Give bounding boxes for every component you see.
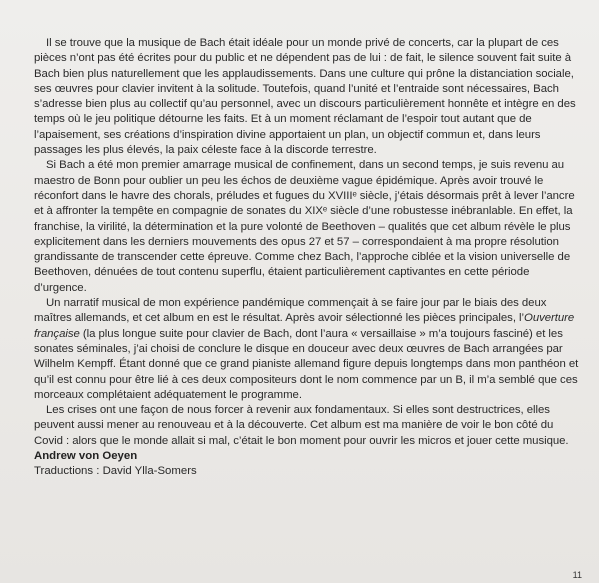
paragraph-3: [34, 296, 582, 403]
translation-credit: Traductions : David Ylla-Somers: [34, 465, 197, 478]
article-body: [34, 36, 582, 480]
paragraph-3-text-before: Un narratif musical de mon expérience pandémique commençait à se faire jour par le biais des deux maîtres allemands, et cet album en est le résultat. Après avoir sélectionné les pièces principales, l’: [34, 297, 547, 325]
author-signature: Andrew von Oeyen: [34, 450, 138, 463]
paragraph-2: Si Bach a été mon premier amarrage musical de confinement, dans un second temps, je suis revenu au maestro de Bonn pour oublier un peu les échos de deuxième vague épidémique. Après avoir trouvé le réconfort dans le havre des chorals, préludes et fugues du XVIIIᵉ siècle, j’étais désormais prêt à lever l’ancre et à affronter la tempête en compagnie de sonates du XIXᵉ siècle d’une robustesse inébranlable. En effet, la franchise, la virilité, la détermination et la pure volonté de Beethoven – qualités que cet album révèle le plus explicitement dans les derniers mouvements des opus 27 et 57 – correspondaient à ma propre résolution grandissante de transcender cette épreuve. Comme chez Bach, l’approche ciblée et la vision universelle de Beethoven, dénuées de tout contenu superflu, étaient particulièrement captivantes en cette période d’urgence.: [34, 159, 575, 294]
page-number: 11: [572, 570, 582, 580]
work-title-italic: Ouverture française: [34, 312, 575, 340]
paragraph-4: Les crises ont une façon de nous forcer à revenir aux fondamentaux. Si elles sont destructrices, elles peuvent aussi mener au renouveau et à la découverte. Cet album est ma manière de voir le bon côté du Covid : alors que le monde allait si mal, c’était le bon moment pour ouvrir les micros et jouer cette musique.: [34, 404, 569, 447]
paragraph-1: Il se trouve que la musique de Bach était idéale pour un monde privé de concerts, car la plupart de ces pièces n’ont pas été écrites pour du public et ne dépendent pas de lui : de fait, le silence souvent fait suite à Bach bien plus naturellement que les applaudissements. Dans une culture qui prône la distanciation sociale, ses œuvres pour clavier invitent à la solitude. Toutefois, quand l’unité et l’entraide sont nécessaires, Bach s’adresse bien plus au collectif qu’au personnel, avec un discours particulièrement honnête et intègre en des temps où le jeu politique détourne les faits. Et à un moment réclamant de l’espoir tout autant que de l’apaisement, ses créations d’inspiration divine apportaient un plan, un objectif commun et, dans leurs passages les plus élevés, la paix céleste face à la discorde terrestre.: [34, 37, 576, 157]
paragraph-3-text-after: (la plus longue suite pour clavier de Bach, dont l’aura « versaillaise » m’a toujours fasciné) et les sonates séminales, j’ai choisi de conclure le disque en douceur avec deux œuvres de Bach arrangées par Wilhelm Kempff. Étant donné que ce grand pianiste allemand figure depuis longtemps dans mon panthéon et qu’il est connu pour être lié à ces deux compositeurs dont le nom commence par un B, il m’a semblé que ces morceaux complétaient adéquatement le programme.: [34, 327, 579, 401]
